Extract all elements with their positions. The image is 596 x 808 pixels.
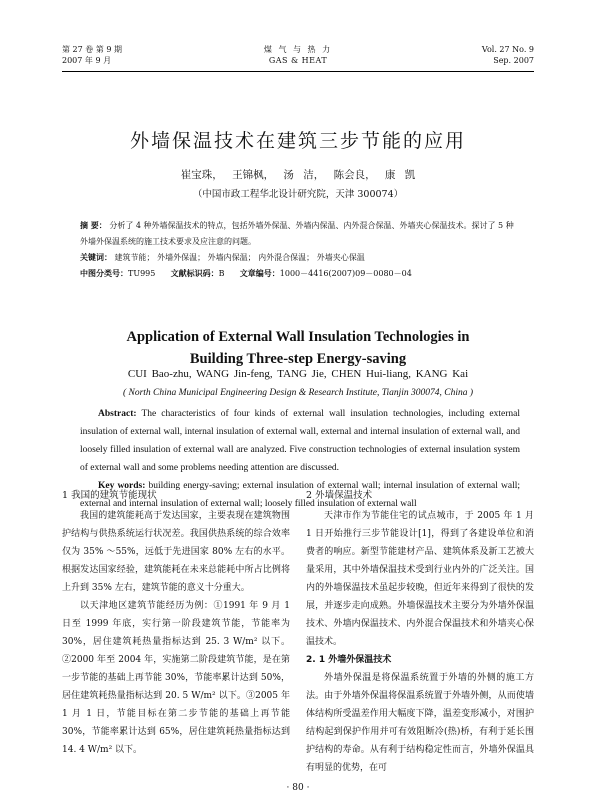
doc-code-label: 文献标识码： [170, 269, 219, 278]
clc-value: TU995 [128, 269, 156, 278]
section-2-paragraph-1: 天津市作为节能住宅的试点城市，于 2005 年 1 月 1 日开始推行三步节能设计[1]，得到了各建设单位和消费者的响应。新型节能建材产品、建筑体系及新工艺被大量采用，其中外墙保温技术受到行业内外的广泛关注。国内的外墙保温技术虽起步较晚，但近年来得到了很快的发展，并逐步走向成熟。外墙保温技术主要分为外墙外保温技术、外墙内保温技术、内外混合保温技术和外墙夹心保温技术。 [306, 511, 534, 647]
issue-date-en: Sep. 2007 [493, 56, 534, 65]
section-2-heading: 2 外墙保温技术 [306, 490, 373, 501]
authors-en: CUI Bao-zhu, WANG Jin-feng, TANG Jie, CHEN Hui-liang, KANG Kai [127, 368, 469, 380]
abstract-cn-text: 分析了 4 种外墙保温技术的特点，包括外墙外保温、外墙内保温、内外混合保温、外墙夹心保温技术。探讨了 5 种外墙外保温系统的施工技术要求及应注意的问题。 [80, 221, 514, 246]
journal-issue-en [482, 44, 534, 66]
affiliation-cn: （中国市政工程华北设计研究院，天津 300074） [192, 189, 404, 200]
authors-cn: 崔宝珠， 王锦枫， 汤 洁， 陈会良， 康 凯 [180, 169, 416, 181]
subsection-2-1-heading: 2. 1 外墙外保温技术 [306, 655, 392, 665]
paper-title-en-line1: Application of External Wall Insulation Technologies in [126, 329, 470, 345]
keywords-cn-label: 关键词： [80, 253, 112, 262]
abstract-cn-label: 摘 要： [80, 221, 107, 230]
abstract-cn-block [80, 218, 520, 282]
journal-name-cn: 煤 气 与 热 力 [263, 45, 333, 54]
header-rule [62, 71, 534, 72]
abstract-cn [80, 218, 520, 250]
keywords-cn [80, 250, 520, 266]
body-column-left [62, 487, 290, 759]
page-number: · 80 · [286, 783, 310, 793]
volume-number-en: Vol. 27 No. 9 [481, 45, 534, 54]
keywords-cn-text: 建筑节能； 外墙外保温； 外墙内保温； 内外混合保温； 外墙夹心保温 [114, 253, 365, 262]
paper-title-en [0, 326, 596, 370]
article-number-label: 文章编号： [239, 269, 280, 278]
subsection-2-1-paragraph-1: 外墙外保温是将保温系统置于外墙的外侧的施工方法。由于外墙外保温将保温系统置于外墙外侧，从而使墙体结构所受温差作用大幅度下降，温差变形减小，对围护结构起到保护作用并可有效阻断冷(热)桥，有利于延长围护结构的寿命。从有利于结构稳定性而言，外墙外保温具有明显的优势，在可 [306, 673, 534, 773]
affiliation-en: ( North China Municipal Engineering Design & Research Institute, Tianjin 300074, China ) [122, 388, 474, 398]
section-1-paragraph-2: 以天津地区建筑节能经历为例：①1991 年 9 月 1 日至 1999 年底，实行第一阶段建筑节能，节能率为 30%，居住建筑耗热量指标达到 25. 3 W/m² 以下。②2000 年至 2004 年，实施第二阶段建筑节能，是在第一步节能的基础上再节能 30%，节能率累计达到 50%，居住建筑耗热量指标达到 20. 5 W/m² 以下。③2005 年 1 月 1 日，节能目标在第二步节能的基础上再节能 30%，节能率累计达到 65%，居住建筑耗热量指标达到 14. 4 W/m² 以下。 [62, 601, 290, 755]
section-1-paragraph-1: 我国的建筑能耗高于发达国家，主要表现在建筑物围护结构与供热系统运行状况差。我国供热系统的综合效率仅为 35% ～55%，远低于先进国家 80% 左右的水平。根据发达国家经验，建筑能耗在未来总能耗中所占比例将上升到 35% 左右，建筑节能的意义十分重大。 [62, 511, 290, 593]
clc-label: 中图分类号： [80, 269, 128, 278]
classification-line [80, 266, 520, 282]
running-header [62, 44, 534, 74]
abstract-en-text: The characteristics of four kinds of external wall insulation technologies, including external insulation of external wall, internal insulation of external wall, external and internal insulation of external wall, and loosely filled insulation of external wall are analyzed. Five construction technologies of external insulation system of external wall and some problems needing attention are discussed. [80, 409, 520, 473]
keywords-en-text: building energy-saving; external insulation of external wall; internal insulation of external wall; external and internal insulation of external wall; loosely filled insulation of external wall [80, 481, 520, 509]
volume-issue: 第 27 卷 第 9 期 [62, 45, 122, 54]
journal-name-en: GAS & HEAT [268, 56, 328, 65]
body-column-right [306, 487, 534, 777]
issue-date-cn: 2007 年 9 月 [62, 56, 112, 65]
paper-title-en-line2: Building Three-step Energy-saving [189, 351, 407, 367]
keywords-en-label: Key words: [98, 481, 146, 491]
journal-name [62, 44, 534, 66]
doc-code-value: B [218, 269, 225, 278]
article-number-value: 1000－4416(2007)09－0080－04 [279, 269, 412, 278]
abstract-en-label: Abstract: [98, 409, 137, 419]
section-1-heading: 1 我国的建筑节能现状 [62, 490, 157, 501]
abstract-en [80, 405, 520, 477]
paper-title-cn: 外墙保温技术在建筑三步节能的应用 [129, 130, 466, 152]
